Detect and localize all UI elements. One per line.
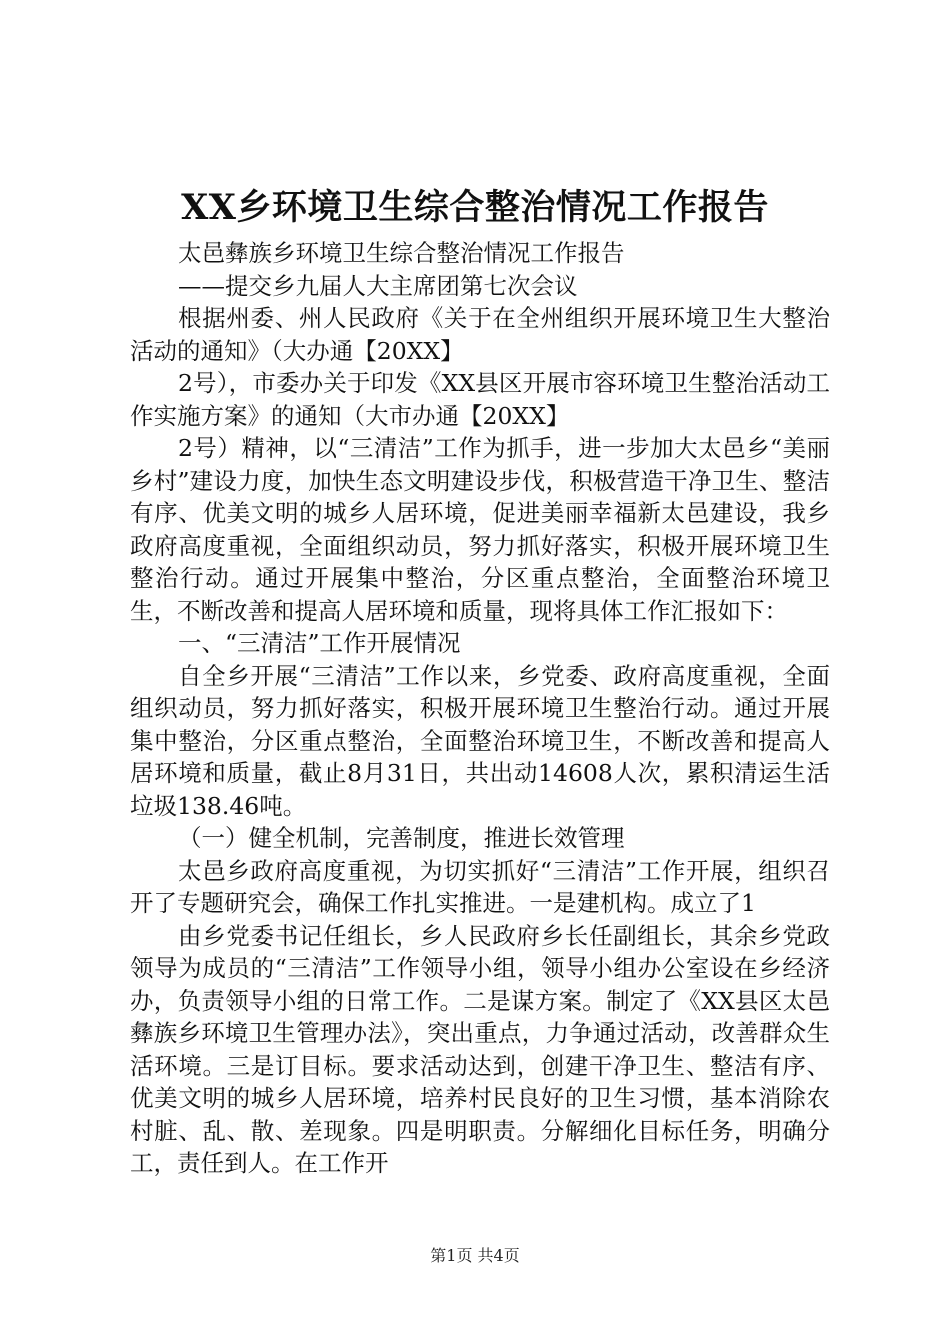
- document-title: XX乡环境卫生综合整治情况工作报告: [181, 187, 769, 228]
- paragraph: 2号）精神，以“三清洁”工作为抓手，进一步加大太邑乡“美丽乡村”建设力度，加快生态文明建设步伐，积极营造干净卫生、整洁有序、优美文明的城乡人居环境，促进美丽幸福新太邑建设，我乡政府高度重视，全面组织动员，努力抓好落实，积极开展环境卫生整治行动。通过开展集中整治，分区重点整治，全面整治环境卫生，不断改善和提高人居环境和质量，现将具体工作汇报如下：: [130, 434, 830, 625]
- paragraph: 2号），市委办关于印发《XX县区开展市容环境卫生整治活动工作实施方案》的通知（大市办通【20XX】: [130, 369, 830, 430]
- paragraph: 根据州委、州人民政府《关于在全州组织开展环境卫生大整治活动的通知》（大办通【20XX】: [130, 304, 830, 365]
- paragraph: 太邑乡政府高度重视，为切实抓好“三清洁”工作开展，组织召开了专题研究会，确保工作扎实推进。一是建机构。成立了1: [130, 856, 830, 917]
- section-heading: 一、“三清洁”工作开展情况: [178, 629, 461, 657]
- subsection-heading: （一）健全机制，完善制度，推进长效管理: [178, 824, 625, 852]
- document-body: [130, 237, 830, 1180]
- page-footer: 第1页 共4页: [430, 1246, 520, 1265]
- paragraph: 自全乡开展“三清洁”工作以来，乡党委、政府高度重视，全面组织动员，努力抓好落实，积极开展环境卫生整治行动。通过开展集中整治，分区重点整治，全面整治环境卫生，不断改善和提高人居环境和质量，截止8月31日，共出动14608人次，累积清运生活垃圾138.46吨。: [130, 661, 830, 820]
- paragraph: 由乡党委书记任组长，乡人民政府乡长任副组长，其余乡党政领导为成员的“三清洁”工作领导小组，领导小组办公室设在乡经济办，负责领导小组的日常工作。二是谋方案。制定了《XX县区太邑彝族乡环境卫生管理办法》，突出重点，力争通过活动，改善群众生活环境。三是订目标。要求活动达到，创建干净卫生、整洁有序、优美文明的城乡人居环境，培养村民良好的卫生习惯，基本消除农村脏、乱、散、差现象。四是明职责。分解细化目标任务，明确分工，责任到人。在工作开: [130, 921, 830, 1177]
- paragraph: ——提交乡九届人大主席团第七次会议: [178, 271, 578, 300]
- paragraph: 太邑彝族乡环境卫生综合整治情况工作报告: [178, 239, 625, 267]
